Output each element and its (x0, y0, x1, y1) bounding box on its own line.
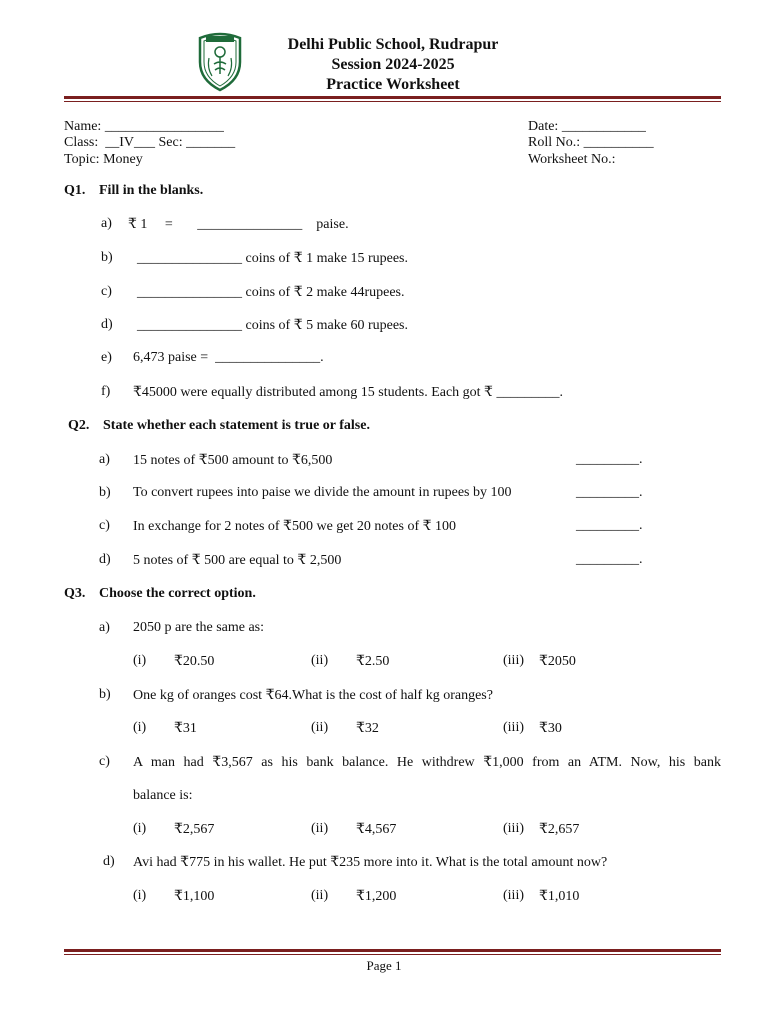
q3-c-opt1-num: (i) (133, 821, 147, 836)
q3-b-opt3-value: ₹30 (539, 721, 562, 736)
q1-b-label: b) (101, 250, 113, 265)
q1-b-text: _______________ coins of ₹ 1 make 15 rupees. (137, 251, 408, 266)
q2-d-blank: _________. (576, 552, 643, 567)
q3-d-opt2-num: (ii) (311, 888, 329, 903)
q1-d-text: _______________ coins of ₹ 5 make 60 rupees. (137, 318, 408, 333)
q3-c-label: c) (99, 754, 110, 769)
topic-field: Topic: Money (64, 152, 143, 167)
q3-number: Q3. (64, 586, 86, 601)
q3-b-opt2-num: (ii) (311, 720, 329, 735)
q3-c-opt1-value: ₹2,567 (174, 822, 215, 837)
worksheet-no-field: Worksheet No.: (528, 152, 616, 167)
q2-a-text: 15 notes of ₹500 amount to ₹6,500 (133, 453, 333, 468)
class-label: Class: (64, 135, 99, 150)
q3-b-opt1-value: ₹31 (174, 721, 197, 736)
date-field: Date: ____________ (528, 119, 646, 134)
q1-c-text: _______________ coins of ₹ 2 make 44rupees. (137, 285, 405, 300)
worksheet-title: Practice Worksheet (326, 76, 460, 93)
q1-f-label: f) (101, 384, 111, 399)
q1-title: Fill in the blanks. (99, 183, 204, 198)
q3-b-label: b) (99, 687, 111, 702)
q2-c-blank: _________. (576, 518, 643, 533)
q1-f-text: ₹45000 were equally distributed among 15 students. Each got ₹ _________. (133, 385, 563, 400)
q3-d-opt1-num: (i) (133, 888, 147, 903)
q2-c-text: In exchange for 2 notes of ₹500 we get 20 notes of ₹ 100 (133, 519, 457, 534)
footer-rule-thin (64, 954, 721, 955)
q3-d-opt3-value: ₹1,010 (539, 889, 580, 904)
q2-d-label: d) (99, 552, 111, 567)
q2-a-label: a) (99, 452, 110, 467)
q3-a-opt3-value: ₹2050 (539, 654, 576, 669)
q3-a-opt2-num: (ii) (311, 653, 329, 668)
q1-c-label: c) (101, 284, 112, 299)
q1-a-text: ₹ 1 = _______________ paise. (128, 217, 349, 232)
q3-a-text: 2050 p are the same as: (133, 620, 265, 635)
q3-c-opt3-num: (iii) (503, 821, 524, 836)
q3-a-opt2-value: ₹2.50 (356, 654, 390, 669)
name-field: Name: _________________ (64, 119, 224, 134)
q3-c-opt3-value: ₹2,657 (539, 822, 580, 837)
q2-title: State whether each statement is true or false. (103, 418, 370, 433)
q3-a-opt3-num: (iii) (503, 653, 524, 668)
q3-b-text: One kg of oranges cost ₹64.What is the cost of half kg oranges? (133, 688, 493, 703)
q2-c-label: c) (99, 518, 110, 533)
school-logo (194, 28, 246, 92)
q3-title: Choose the correct option. (99, 586, 256, 601)
q3-a-opt1-num: (i) (133, 653, 147, 668)
q1-a-label: a) (101, 216, 112, 231)
q3-c-opt2-value: ₹4,567 (356, 822, 397, 837)
q2-a-blank: _________. (576, 452, 643, 467)
q3-b-opt2-value: ₹32 (356, 721, 379, 736)
q2-b-text: To convert rupees into paise we divide the amount in rupees by 100 (133, 485, 512, 500)
section-field: Sec: _______ (158, 135, 236, 150)
q2-d-text: 5 notes of ₹ 500 are equal to ₹ 2,500 (133, 553, 342, 568)
header-rule-thin (64, 101, 721, 102)
school-crest-icon (194, 28, 246, 92)
class-value: __IV___ (105, 135, 156, 150)
q3-d-label: d) (103, 854, 115, 869)
q3-b-opt3-num: (iii) (503, 720, 524, 735)
roll-field: Roll No.: __________ (528, 135, 654, 150)
q1-d-label: d) (101, 317, 113, 332)
page-number: Page 1 (366, 958, 402, 973)
q2-b-blank: _________. (576, 485, 643, 500)
school-name: Delhi Public School, Rudrapur (287, 36, 499, 53)
class-field (64, 135, 235, 151)
q3-d-opt1-value: ₹1,100 (174, 889, 215, 904)
q3-c-text: A man had ₹3,567 as his bank balance. He withdrew ₹1,000 from an ATM. Now, his bank (133, 755, 721, 770)
header-rule-thick (64, 96, 721, 99)
q1-e-text: 6,473 paise = _______________. (133, 350, 324, 365)
q1-e-label: e) (101, 350, 112, 365)
q3-c-opt2-num: (ii) (311, 821, 329, 836)
session-title: Session 2024-2025 (331, 56, 455, 73)
q3-d-text: Avi had ₹775 in his wallet. He put ₹235 more into it. What is the total amount now? (133, 855, 608, 870)
q1-number: Q1. (64, 183, 86, 198)
q3-b-opt1-num: (i) (133, 720, 147, 735)
q3-a-label: a) (99, 620, 110, 635)
q3-d-opt2-value: ₹1,200 (356, 889, 397, 904)
footer-rule-thick (64, 949, 721, 952)
q3-a-opt1-value: ₹20.50 (174, 654, 215, 669)
q3-d-opt3-num: (iii) (503, 888, 524, 903)
q2-number: Q2. (68, 418, 90, 433)
q3-c-text-line2: balance is: (133, 788, 193, 803)
q2-b-label: b) (99, 485, 111, 500)
